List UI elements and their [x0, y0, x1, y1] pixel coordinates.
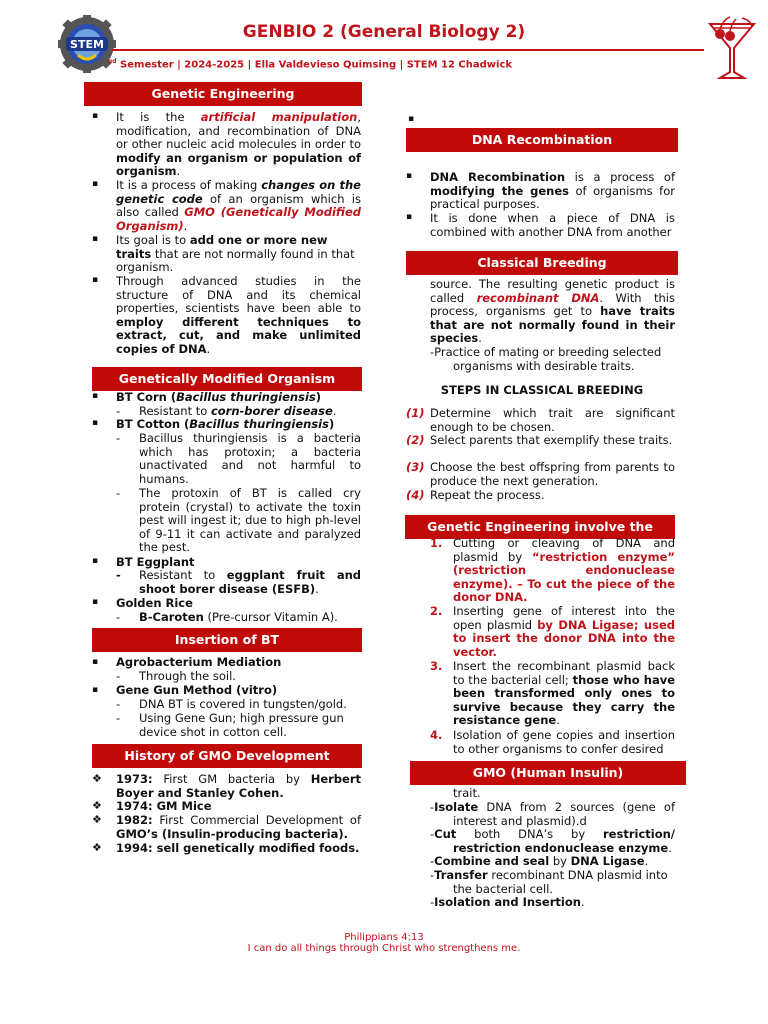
footer-verse: I can do all things through Christ who strengthens me.	[247, 943, 521, 954]
bullet-icon: ▪	[92, 556, 99, 566]
bullet-icon: ▪	[92, 657, 99, 667]
step-4: Repeat the process.	[430, 488, 545, 502]
bullet-icon: ▪	[92, 597, 99, 607]
golden-rice: Golden Rice	[116, 596, 193, 610]
bullet-icon: ▪	[92, 685, 99, 695]
golden-rice-sub: B-Caroten (Pre-cursor Vitamin A).	[139, 610, 338, 624]
dash: -	[116, 711, 121, 725]
gene-gun-sub-2: Using Gene Gun; high pressure gun device shot in cotton cell.	[139, 711, 344, 739]
list-number: 3.	[430, 659, 443, 673]
footer-verse-ref: Philippians 4:13	[344, 932, 424, 943]
step-3: Choose the best offspring from parents to produce the next generation.	[430, 460, 675, 488]
list-number: 1.	[430, 536, 443, 550]
list-number: 4.	[430, 728, 443, 742]
diamond-bullet-icon: ❖	[92, 841, 102, 854]
bullet-icon: ▪	[92, 418, 99, 428]
step-number: (3)	[406, 460, 425, 474]
gmo-banner: Genetically Modified Organism	[92, 367, 362, 391]
diamond-bullet-icon: ❖	[92, 799, 102, 812]
human-insulin-banner: GMO (Human Insulin)	[410, 761, 686, 785]
ge-item-4: Through advanced studies in the structure of DNA and its chemical properties, scientists have been able to employ different techniques to extract, cut, and make unlimited copies of DNA.	[116, 274, 361, 356]
history-banner: History of GMO Development	[92, 744, 362, 768]
history-1973: 1973: First GM bacteria by Herbert Boyer and Stanley Cohen.	[116, 772, 361, 800]
gene-gun: Gene Gun Method (vitro)	[116, 683, 278, 697]
step-number: (2)	[406, 433, 425, 447]
agro-mediation: Agrobacterium Mediation	[116, 655, 282, 669]
list-number: 2.	[430, 604, 443, 618]
bullet-icon: ▪	[92, 391, 99, 401]
insertion-banner: Insertion of BT	[92, 628, 362, 652]
insulin-step-isolate: -Isolate DNA from 2 sources (gene of interest and plasmid).d	[430, 800, 675, 828]
dash: -	[116, 697, 121, 711]
ge-involve-banner: Genetic Engineering involve the	[405, 515, 675, 539]
dash: -	[116, 486, 121, 500]
bullet-icon: ▪	[408, 114, 415, 124]
ge-item-3: Its goal is to add one or more new traits that are not normally found in that organism.	[116, 233, 355, 275]
bullet-icon: ▪	[92, 275, 99, 285]
bullet-icon: ▪	[92, 179, 99, 189]
insulin-step-cut: -Cut both DNA’s by restriction/ restriction endonuclease enzyme.	[430, 827, 675, 855]
dna-rec-item-1: DNA Recombination is a process of modifying the genes of organisms for practical purposes.	[430, 170, 676, 212]
bullet-icon: ▪	[406, 171, 413, 181]
step-number: (4)	[406, 488, 425, 502]
gene-gun-sub-1: DNA BT is covered in tungsten/gold.	[139, 697, 347, 711]
classical-breeding-practice: -Practice of mating or breeding selected organisms with desirable traits.	[430, 345, 662, 373]
ge-item-2: It is a process of making changes on the genetic code of an organism which is also called GMO (Genetically Modified Organism).	[116, 178, 361, 233]
insulin-step-isolation: -Isolation and Insertion.	[430, 895, 585, 909]
dash: -	[116, 669, 121, 683]
logo-text: STEM	[70, 38, 104, 51]
bt-corn-sub: Resistant to corn-borer disease.	[139, 404, 337, 418]
header-rule	[112, 49, 704, 51]
history-1982: 1982: First Commercial Development of GMO’s (Insulin-producing bacteria).	[116, 813, 361, 841]
step-2: Select parents that exemplify these traits.	[430, 433, 673, 447]
bt-eggplant: BT Eggplant	[116, 555, 195, 569]
header-subtitle: $^{nd}$ Semester | 2024-2025 | Ella Valdevieso Quimsing | STEM 12 Chadwick	[108, 58, 513, 71]
dash: -	[116, 431, 121, 445]
history-1974: 1974: GM Mice	[116, 799, 212, 813]
step-number: (1)	[406, 406, 425, 420]
bt-corn: BT Corn (Bacillus thuringiensis)	[116, 390, 322, 404]
ge-involve-3: Insert the recombinant plasmid back to the bacterial cell; those who have been transformed only ones to survive because they carry the resistance gene.	[453, 659, 675, 728]
bullet-icon: ▪	[92, 111, 99, 121]
diamond-bullet-icon: ❖	[92, 772, 102, 785]
insulin-step-combine: -Combine and seal by DNA Ligase.	[430, 854, 649, 868]
agro-sub: Through the soil.	[139, 669, 236, 683]
dash: -	[116, 568, 121, 582]
ge-involve-4: Isolation of gene copies and insertion to other organisms to confer desired	[453, 728, 675, 756]
ge-involve-2: Inserting gene of interest into the open plasmid by DNA Ligase; used to insert the donor DNA into the vector.	[453, 604, 675, 659]
cocktail-glass-icon	[706, 14, 758, 82]
classical-breeding-banner: Classical Breeding	[406, 251, 678, 275]
insulin-step-transfer: -Transfer recombinant DNA plasmid into the bacterial cell.	[430, 868, 668, 896]
steps-heading: STEPS IN CLASSICAL BREEDING	[440, 383, 644, 397]
genetic-engineering-banner: Genetic Engineering	[84, 82, 362, 106]
bt-cotton-sub-2: The protoxin of BT is called cry protein (crystal) to activate the toxin pest will ingest it; due to high ph-level of 9-11 it can activate and paralyzed the pest.	[139, 486, 361, 555]
bullet-icon: ▪	[406, 212, 413, 222]
history-1994: 1994: sell genetically modified foods.	[116, 841, 360, 855]
bullet-icon: ▪	[92, 234, 99, 244]
dash: -	[116, 610, 121, 624]
dna-recombination-banner: DNA Recombination	[406, 128, 678, 152]
bt-eggplant-sub: Resistant to eggplant fruit and shoot borer disease (ESFB).	[139, 568, 361, 596]
dash: -	[116, 404, 121, 418]
page-title: GENBIO 2 (General Biology 2)	[242, 22, 526, 42]
step-1: Determine which trait are significant enough to be chosen.	[430, 406, 675, 434]
bt-cotton-sub-1: Bacillus thuringiensis is a bacteria which has protoxin; a bacteria unactivated and not harmful to humans.	[139, 431, 361, 486]
dna-rec-item-2: It is done when a piece of DNA is combined with another DNA from another	[430, 211, 675, 239]
diamond-bullet-icon: ❖	[92, 813, 102, 826]
ge-item-1: It is the artificial manipulation, modification, and recombination of DNA or other nucleic acid molecules in order to modify an organism or population of organism.	[116, 110, 361, 179]
classical-breeding-text: source. The resulting genetic product is called recombinant DNA. With this process, organisms get to have traits that are not normally found in their species.	[430, 277, 675, 346]
bt-cotton: BT Cotton (Bacillus thuringiensis)	[116, 417, 335, 431]
ge-involve-1: Cutting or cleaving of DNA and plasmid by “restriction enzyme” (restriction endonuclease enzyme). – To cut the piece of the donor DNA.	[453, 536, 675, 605]
insulin-cont: trait.	[453, 786, 481, 800]
